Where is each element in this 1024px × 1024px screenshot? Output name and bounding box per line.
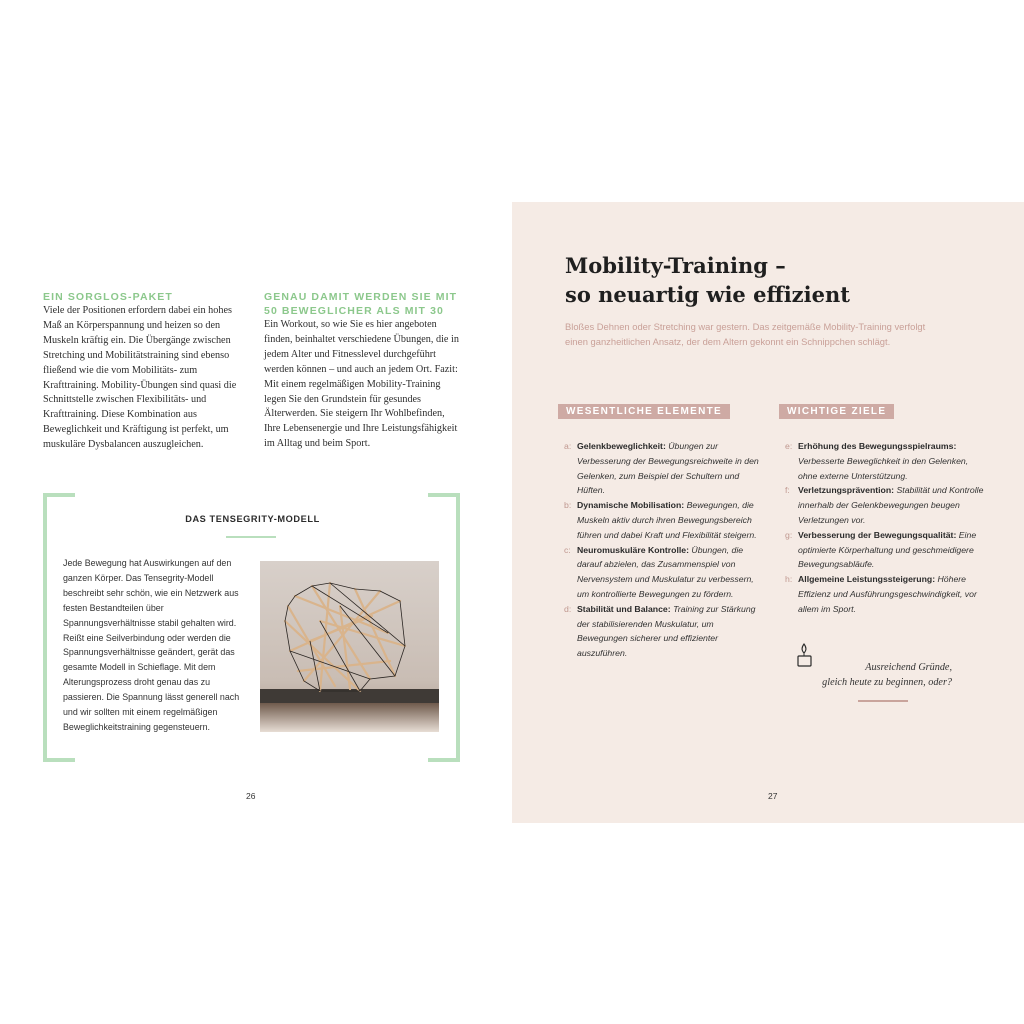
list-item — [785, 483, 985, 527]
page-title-line2: so neuartig wie effizient — [565, 282, 850, 307]
list-item-letter: c: — [564, 544, 571, 555]
list-item-letter: a: — [564, 441, 572, 451]
list-item-term: Allgemeine Leistungssteigerung: — [798, 574, 936, 585]
list-item-body — [798, 572, 985, 616]
list-item-description: Übungen, die darauf abzielen, das Zusammenspiel von Nervensystem und Muskulatur zu verbessern, um kontrollierte Bewegungen zu fördern. — [577, 544, 754, 599]
list-item-term: Dynamische Mobilisation: — [577, 500, 685, 511]
list-item-body — [577, 543, 762, 602]
list-item-term: Verbesserung der Bewegungsqualität: — [798, 529, 957, 540]
page-title — [565, 251, 965, 309]
list-item-letter: f: — [785, 485, 790, 496]
section-text: Viele der Positionen erfordern dabei ein hohes Maß an Körperspannung und heizen so den Muskeln kräftig ein. Die Übergänge zwischen Stretching und Mobilitätstraining sind ebenso fließend wie die vom Mobilitäts- zum Krafttraining. Mobility-Übungen sind quasi die Schnittstelle zwischen Flexibilitäts- und Krafttraining. Diese Kombination aus Beweglichkeit und Kräftigung ist perfekt, um muskuläre Dysbalancen auszugleichen. — [43, 305, 237, 451]
list-item-term: Neuromuskuläre Kontrolle: — [577, 544, 689, 555]
list-item-body — [798, 528, 985, 572]
list-item-body — [577, 602, 762, 661]
list-item — [785, 439, 985, 483]
list-item-description: Training zur Stärkung der stabilisierenden Muskulatur, um Bewegungen sicherer und effizienter auszuführen. — [577, 603, 756, 659]
elements-label: WESENTLICHE ELEMENTE — [558, 404, 730, 419]
list-item — [564, 439, 762, 498]
list-item-letter: g: — [785, 529, 793, 540]
closing-quote-line1: Ausreichend Gründe, — [865, 662, 952, 673]
page-title-line1: Mobility-Training – — [565, 253, 786, 278]
box-title-rule — [226, 536, 276, 538]
list-item-body — [577, 498, 762, 542]
page-number-left: 26 — [246, 791, 256, 801]
list-item — [564, 498, 762, 542]
list-item-description: Stabilität und Kontrolle innerhalb der Gelenkbewegungen beugen Verletzungen vor. — [798, 485, 984, 525]
list-item-term: Gelenkbeweglichkeit: — [577, 441, 666, 451]
list-item-letter: b: — [564, 500, 572, 511]
quote-rule — [858, 700, 908, 702]
list-item-description: Übungen zur Verbesserung der Bewegungsreichweite in den Gelenken, zum Beispiel der Schultern und Hüften. — [577, 441, 759, 496]
box-text: Jede Bewegung hat Auswirkungen auf den ganzen Körper. Das Tensegrity-Modell beschreibt sehr schön, wie ein Netzwerk aus festen Bestandteilen über Spannungsverhältnisse stabil gehalten wird. Reißt eine Seilverbindung oder werden die Spannungsverhältnisse geändert, gerät das gesamte Modell in Schieflage. Mit dem Alterungsprozess droht genau das zu passieren. Die Spannung lässt generell nach und wir sollten mit einem regelmäßigen Beweglichkeitstraining gegensteuern. — [63, 558, 240, 732]
column-sorglos-paket — [43, 290, 238, 453]
list-item — [785, 572, 985, 616]
list-item-term: Stabilität und Balance: — [577, 603, 671, 614]
closing-quote-line2: gleich heute zu beginnen, oder? — [822, 676, 952, 688]
box-title: DAS TENSEGRITY-MODELL — [185, 514, 320, 524]
list-item-description: Bewegungen, die Muskeln aktiv durch ihren Bewegungsbereich führen und dabei Kraft und Flexibilität steigern. — [577, 500, 757, 540]
goals-label: WICHTIGE ZIELE — [779, 404, 894, 419]
list-item-description: Höhere Effizienz und Ausführungsgeschwindigkeit, vor allem im Sport. — [798, 574, 977, 614]
list-item-letter: h: — [785, 574, 793, 585]
section-heading: EIN SORGLOS-PAKET — [43, 291, 173, 303]
section-heading: GENAU DAMIT WERDEN SIE MIT 50 BEWEGLICHER ALS MIT 30 — [264, 291, 458, 317]
list-item-description: Eine optimierte Körperhaltung und geschmeidigere Bewegungsabläufe. — [798, 529, 977, 570]
closing-quote — [812, 661, 952, 691]
list-item-description: Verbesserte Beweglichkeit in den Gelenken, ohne externe Unterstützung. — [798, 455, 969, 481]
list-item-body — [577, 439, 762, 498]
tensegrity-illustration — [260, 561, 439, 732]
list-item-letter: d: — [564, 603, 572, 614]
list-item — [785, 528, 985, 572]
page-number-right: 27 — [768, 791, 778, 801]
column-genau-damit — [264, 290, 459, 452]
list-item-letter: e: — [785, 441, 793, 451]
goals-list — [785, 439, 985, 617]
intro-text: Bloßes Dehnen oder Stretching war gestern. Das zeitgemäße Mobility-Training verfolgt einen ganzheitlichen Ansatz, der dem Altern gekonnt ein Schnippchen schlägt. — [565, 321, 926, 347]
section-text: Ein Workout, so wie Sie es hier angeboten finden, beinhaltet verschiedene Übungen, die in jedem Alter und Fitnesslevel durchgeführt werden können – und auch an jedem Ort. Fazit: Mit einem regelmäßigen Mobility-Training legen Sie den Grundstein für gesundes Älterwerden. Sie steigern Ihr Wohlbefinden, Ihre Lebensenergie und Ihre Leistungsfähigkeit im Alltag und beim Sport. — [264, 319, 459, 450]
list-item-body — [798, 483, 985, 527]
list-item — [564, 602, 762, 661]
list-item-term: Erhöhung des Bewegungsspielraums: — [798, 441, 957, 451]
tensegrity-photo — [260, 561, 439, 732]
elements-list — [564, 439, 762, 661]
list-item-term: Verletzungsprävention: — [798, 485, 895, 496]
list-item — [564, 543, 762, 602]
list-item-body — [798, 439, 985, 483]
